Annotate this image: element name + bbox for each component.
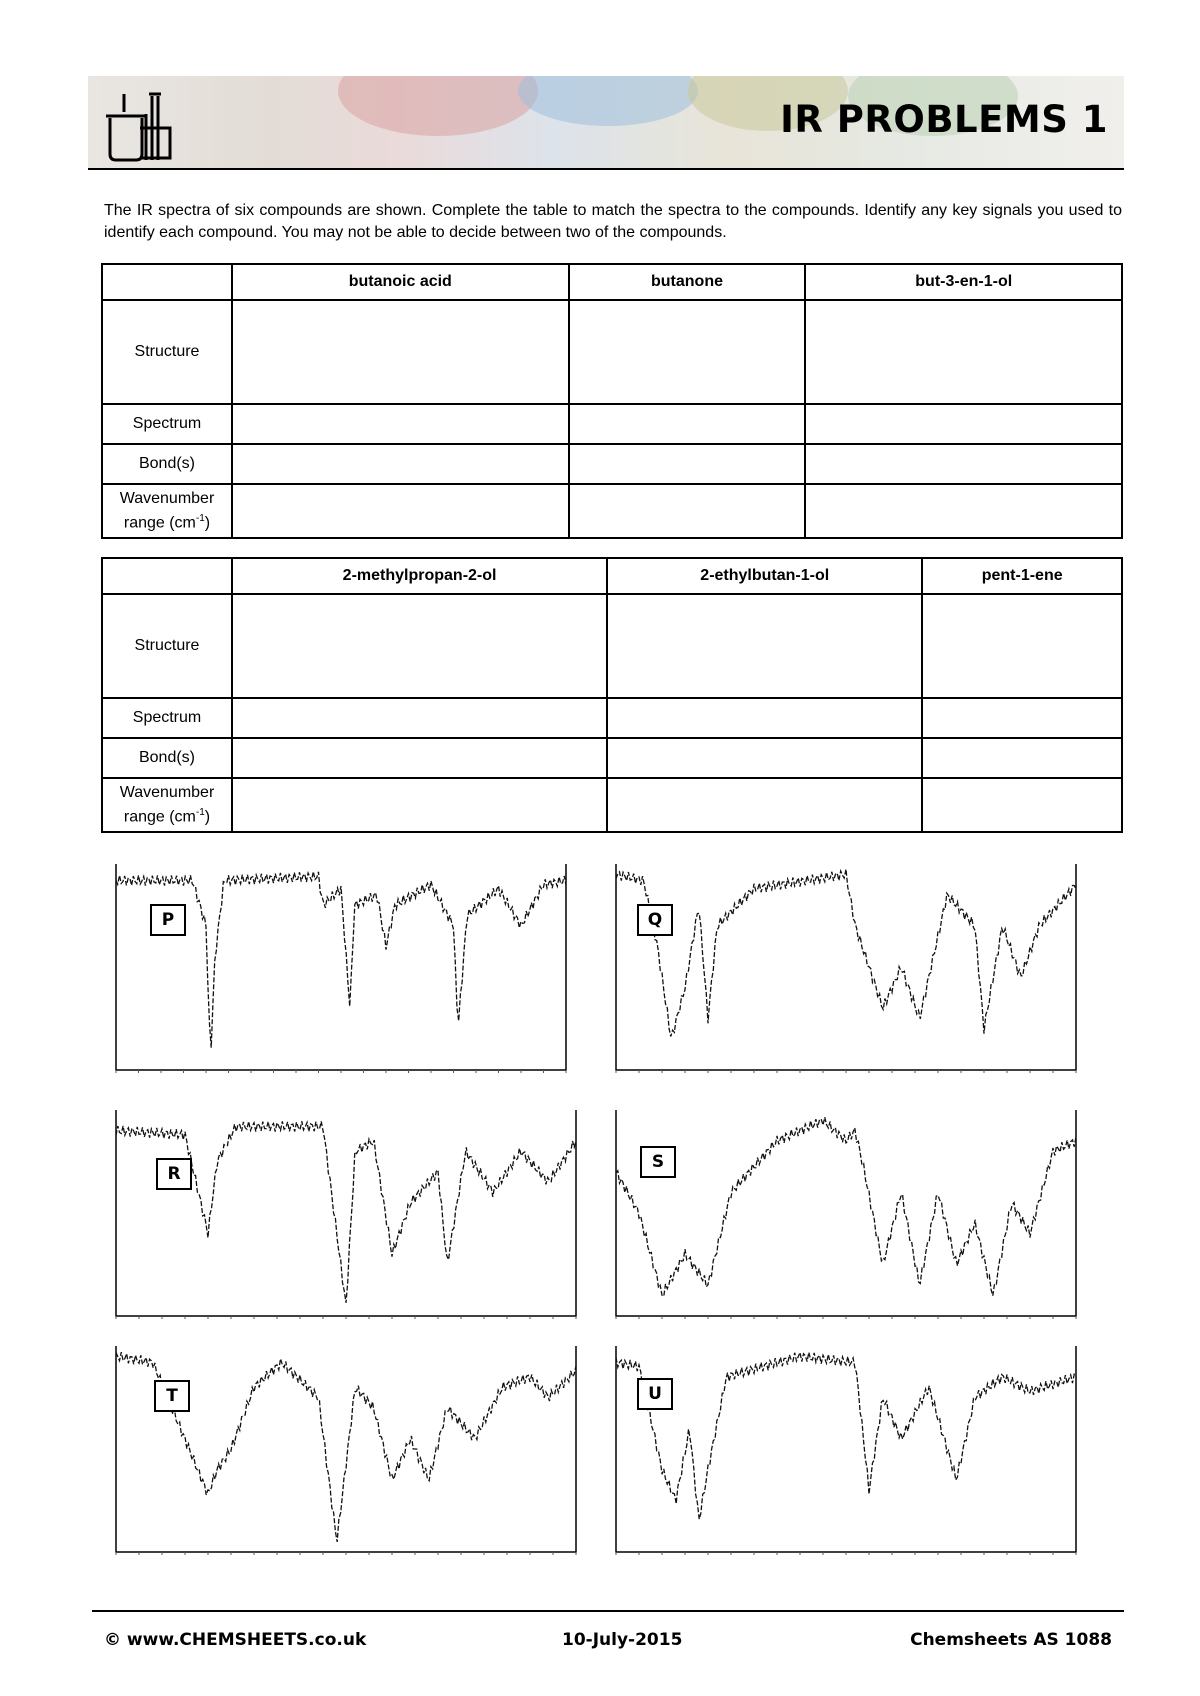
ir-spectrum-s <box>604 1104 1080 1332</box>
row-label-structure: Structure <box>102 594 232 698</box>
structure-cell[interactable] <box>805 300 1122 404</box>
spectrum-cell[interactable] <box>232 698 607 738</box>
spectrum-plot <box>104 1340 580 1568</box>
spectrum-cell[interactable] <box>805 404 1122 444</box>
spectrum-plot <box>104 1104 580 1332</box>
spectrum-axes <box>116 1346 576 1552</box>
table-corner-cell <box>102 558 232 594</box>
structure-cell[interactable] <box>569 300 806 404</box>
spectrum-plot <box>604 1340 1080 1568</box>
answer-table-2 <box>101 557 1123 833</box>
footer-rule <box>92 1610 1124 1612</box>
wavenumber-cell[interactable] <box>232 484 569 538</box>
bonds-cell[interactable] <box>607 738 922 778</box>
spectrum-axes <box>116 864 566 1070</box>
wavenumber-label-line2: range (cm <box>123 808 196 826</box>
row-label-wavenumber <box>102 484 232 538</box>
wavenumber-label-close: ) <box>204 808 211 826</box>
structure-cell[interactable] <box>607 594 922 698</box>
spectrum-label-u: U <box>637 1378 673 1410</box>
wavenumber-label-line2: range (cm <box>123 514 196 532</box>
spectrum-trace <box>116 872 566 1048</box>
lab-glassware-logo <box>100 84 180 164</box>
structure-cell[interactable] <box>232 300 569 404</box>
spectrum-axes <box>616 864 1076 1070</box>
spectrum-plot <box>104 858 570 1086</box>
row-label-bonds: Bond(s) <box>102 444 232 484</box>
compound-header: butanone <box>569 264 806 300</box>
spectrum-plot <box>604 1104 1080 1332</box>
wavenumber-unit-sup: -1 <box>195 806 205 818</box>
wavenumber-cell[interactable] <box>607 778 922 832</box>
table-corner-cell <box>102 264 232 300</box>
row-label-bonds: Bond(s) <box>102 738 232 778</box>
wavenumber-cell[interactable] <box>805 484 1122 538</box>
spectrum-cell[interactable] <box>922 698 1122 738</box>
spectrum-label-r: R <box>156 1158 192 1190</box>
wavenumber-label-line1: Wavenumber <box>119 783 215 801</box>
wavenumber-label-close: ) <box>204 514 211 532</box>
footer-reference: Chemsheets AS 1088 <box>910 1630 1112 1650</box>
spectrum-cell[interactable] <box>232 404 569 444</box>
bonds-cell[interactable] <box>569 444 806 484</box>
spectrum-label-t: T <box>154 1380 190 1412</box>
spectrum-cell[interactable] <box>607 698 922 738</box>
ir-spectrum-r <box>104 1104 580 1332</box>
compound-header: 2-methylpropan-2-ol <box>232 558 607 594</box>
ir-spectrum-p <box>104 858 570 1086</box>
ir-spectrum-t <box>104 1340 580 1568</box>
row-label-wavenumber <box>102 778 232 832</box>
ir-spectrum-u <box>604 1340 1080 1568</box>
spectrum-label-p: P <box>150 904 186 936</box>
wavenumber-cell[interactable] <box>232 778 607 832</box>
footer-date: 10-July-2015 <box>562 1630 683 1650</box>
compound-header: 2-ethylbutan-1-ol <box>607 558 922 594</box>
bonds-cell[interactable] <box>232 444 569 484</box>
spectrum-trace <box>616 1352 1076 1519</box>
bonds-cell[interactable] <box>805 444 1122 484</box>
compound-header: pent-1-ene <box>922 558 1122 594</box>
row-label-spectrum: Spectrum <box>102 404 232 444</box>
footer-website: © www.CHEMSHEETS.co.uk <box>104 1630 367 1650</box>
page-title: IR PROBLEMS 1 <box>780 98 1108 141</box>
row-label-spectrum: Spectrum <box>102 698 232 738</box>
bonds-cell[interactable] <box>922 738 1122 778</box>
wavenumber-cell[interactable] <box>922 778 1122 832</box>
compound-header: butanoic acid <box>232 264 569 300</box>
spectrum-trace <box>616 1117 1076 1296</box>
spectrum-trace <box>116 1121 576 1303</box>
answer-table-1 <box>101 263 1123 539</box>
spectrum-label-s: S <box>640 1146 676 1178</box>
bonds-cell[interactable] <box>232 738 607 778</box>
structure-cell[interactable] <box>922 594 1122 698</box>
wavenumber-unit-sup: -1 <box>195 512 205 524</box>
spectrum-plot <box>604 858 1080 1086</box>
structure-cell[interactable] <box>232 594 607 698</box>
instructions-text: The IR spectra of six compounds are shown. Complete the table to match the spectra to the compounds. Identify any key signals you used to identify each compound. You may not be able to decide between two of the compounds. <box>104 202 1122 241</box>
wavenumber-label-line1: Wavenumber <box>119 489 215 507</box>
spectrum-label-q: Q <box>637 904 673 936</box>
compound-header: but-3-en-1-ol <box>805 264 1122 300</box>
spectrum-axes <box>116 1110 576 1316</box>
wavenumber-cell[interactable] <box>569 484 806 538</box>
ir-spectrum-q <box>604 858 1080 1086</box>
spectrum-cell[interactable] <box>569 404 806 444</box>
row-label-structure: Structure <box>102 300 232 404</box>
header-rule <box>88 168 1124 170</box>
spectrum-trace <box>616 869 1076 1036</box>
